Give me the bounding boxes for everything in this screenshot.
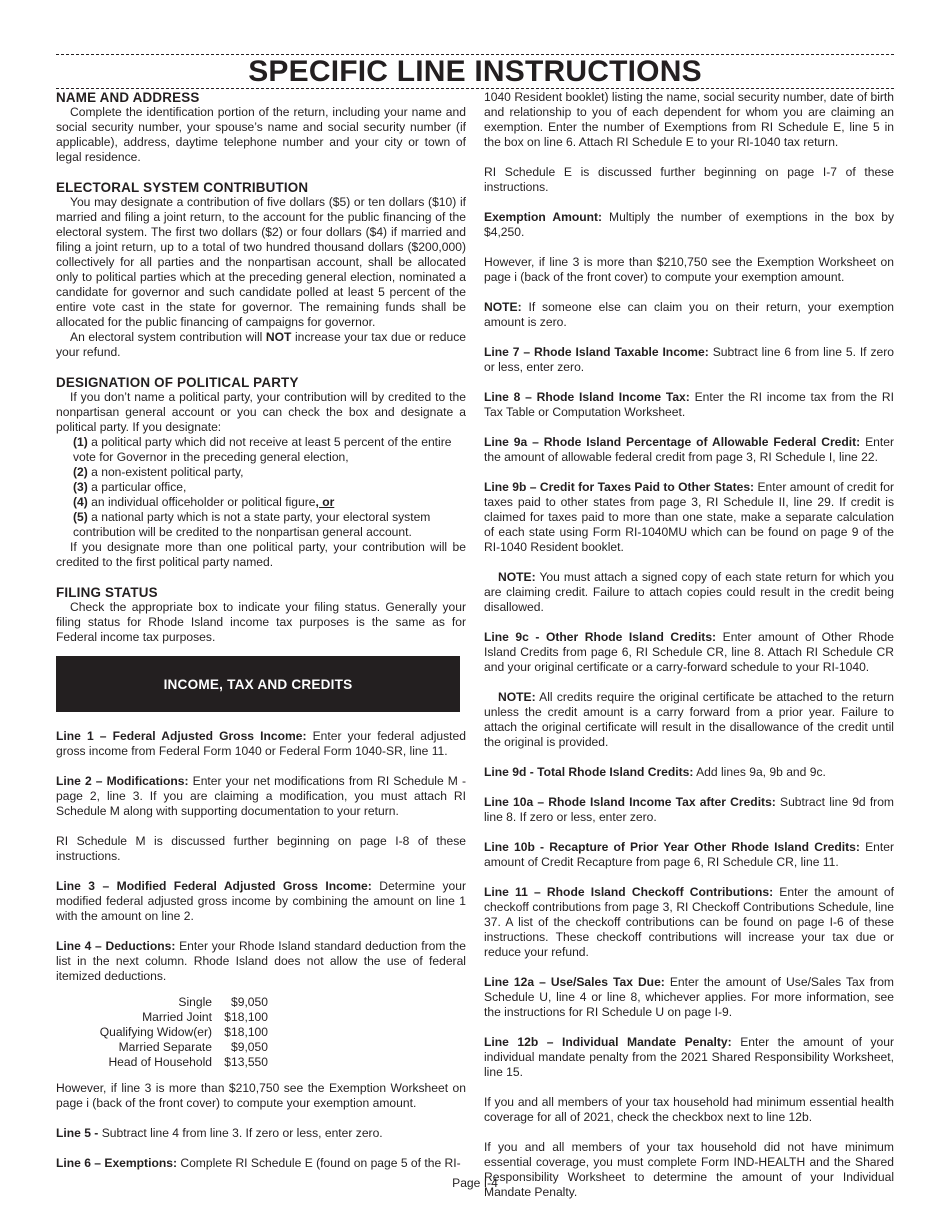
line-12b: Line 12b – Individual Mandate Penalty: Enter the amount of your individual mandate penalty from the 2021 Shared Responsibility Worksheet, line 15. <box>484 1035 894 1079</box>
line-6-continued: 1040 Resident booklet) listing the name, social security number, date of birth and relationship to you of each dependent for whom you are claiming an exemption. Enter the number of Exemptions from RI Schedule E, line 5 in the box on line 6. Attach RI Schedule E to your RI-1040 tax return. <box>484 90 894 149</box>
name-address-heading: NAME AND ADDRESS <box>56 90 200 105</box>
electoral-text: You may designate a contribution of five dollars ($5) or ten dollars ($10) if married and filing a joint return, to the account for the public financing of the electoral system. The first two dollars ($2) or four dollars ($4) if married and filing a joint return, up to a total of two hundred thousand dollars ($200,000) collectively for all parties and the nonpartisan account, shall be allocated only to political parties which at the preceding general election, nominated a candidate for governor and such candidate polled at least 5 percent of the entire vote cast in the state for governor. The remaining funds shall be allocated for the public financing of campaigns for governor. <box>56 195 466 329</box>
note-other-states: NOTE: You must attach a signed copy of each state return for which you are claiming credit. Failure to attach copies could result in the credit being disallowed. <box>484 570 894 614</box>
note-credits: NOTE: All credits require the original certificate be attached to the return unless the credit amount is a carry forward from a prior year. Failure to attach the original certificate will result in the disallowance of the credit until the original is provided. <box>484 690 894 749</box>
line-6: Line 6 – Exemptions: Complete RI Schedule E (found on page 5 of the RI- <box>56 1156 461 1170</box>
page-title: SPECIFIC LINE INSTRUCTIONS <box>248 55 702 88</box>
however-note: However, if line 3 is more than $210,750 see the Exemption Worksheet on page i (back of the front cover) to compute your exemption amount. <box>484 255 894 284</box>
line-3: Line 3 – Modified Federal Adjusted Gross Income: Determine your modified federal adjusted gross income by combining the amount on line 1 with the amount on line 2. <box>56 879 466 923</box>
coverage-didnot-note: If you and all members of your tax household did not have minimum essential coverage, you must complete Form IND-HEALTH and the Shared Responsibility Worksheet to determine the amount of your Individual Mandate Penalty. <box>484 1140 894 1199</box>
line-9c: Line 9c - Other Rhode Island Credits: Enter amount of Other Rhode Island Credits from page 6, RI Schedule CR, line 8. Attach RI Schedule CR and your original certificate or a carry-forward schedule to your RI-1040. <box>484 630 894 674</box>
party-item: (2) a non-existent political party, <box>73 465 244 479</box>
electoral-heading: ELECTORAL SYSTEM CONTRIBUTION <box>56 180 309 195</box>
line-9a: Line 9a – Rhode Island Percentage of Allowable Federal Credit: Enter the amount of allowable federal credit from page 3, RI Schedule I, line 22. <box>484 435 894 464</box>
party-outro: If you designate more than one political party, your contribution will be credited to the first political party named. <box>56 540 466 569</box>
party-heading: DESIGNATION OF POLITICAL PARTY <box>56 375 299 390</box>
right-column <box>484 90 894 1200</box>
section-banner: INCOME, TAX AND CREDITS <box>56 656 460 712</box>
table-row: Married Separate $9,050 <box>118 1040 268 1054</box>
party-item: (5) a national party which is not a state party, your electoral system contribution will be credited to the nonpartisan general account. <box>73 510 431 539</box>
line-10a: Line 10a – Rhode Island Income Tax after Credits: Subtract line 9d from line 8. If zero or less, enter zero. <box>484 795 895 824</box>
table-row: Qualifying Widow(er) $18,100 <box>99 1025 268 1039</box>
note-exemption: NOTE: If someone else can claim you on their return, your exemption amount is zero. <box>484 300 894 329</box>
party-item: (1) a political party which did not receive at least 5 percent of the entire vote for Governor in the preceding general election, <box>73 435 452 464</box>
table-row: Single $9,050 <box>178 995 268 1009</box>
party-intro: If you don’t name a political party, your contribution will by credited to the nonpartisan general account or you can check the box and designate a political party. If you designate: <box>56 390 466 434</box>
left-column <box>56 90 466 1171</box>
table-row: Head of Household $13,550 <box>108 1055 268 1069</box>
line-8: Line 8 – Rhode Island Income Tax: Enter the RI income tax from the RI Tax Table or Computation Worksheet. <box>484 390 894 419</box>
line-4: Line 4 – Deductions: Enter your Rhode Island standard deduction from the list in the next column. Rhode Island does not allow the use of federal itemized deductions. <box>56 939 466 983</box>
line-9d: Line 9d - Total Rhode Island Credits: Add lines 9a, 9b and 9c. <box>484 765 826 779</box>
filing-heading: FILING STATUS <box>56 585 158 600</box>
name-address-text: Complete the identification portion of the return, including your name and social security number, your spouse’s name and social security number (if applicable), address, daytime telephone number and your city or town of legal residence. <box>56 105 466 164</box>
line-7: Line 7 – Rhode Island Taxable Income: Subtract line 6 from line 5. If zero or less, enter zero. <box>484 345 894 374</box>
party-item: (3) a particular office, <box>73 480 187 494</box>
electoral-note: An electoral system contribution will NOT increase your tax due or reduce your refund. <box>56 330 466 359</box>
title-dashed-rule <box>56 88 894 89</box>
line-10b: Line 10b - Recapture of Prior Year Other Rhode Island Credits: Enter amount of Credit Recapture from page 6, RI Schedule CR, line 11. <box>484 840 894 869</box>
line-1: Line 1 – Federal Adjusted Gross Income: Enter your federal adjusted gross income from Federal Form 1040 or Federal Form 1040-SR, line 11. <box>56 729 466 758</box>
page-number: Page I-4 <box>452 1176 498 1190</box>
line-2: Line 2 – Modifications: Enter your net modifications from RI Schedule M - page 2, line 3. If you are claiming a modification, you must attach RI Schedule M along with supporting documentation to your return. <box>56 774 466 818</box>
exemption-amount: Exemption Amount: Multiply the number of exemptions in the box by $4,250. <box>484 210 894 239</box>
line-9b: Line 9b – Credit for Taxes Paid to Other States: Enter amount of credit for taxes paid to other states from page 3, RI Schedule II, line 29. If credit is claimed for taxes paid to more than one state, make a separate calculation of each state using Form RI-1040MU which can be found on page 9 of the RI-1040 Resident booklet. <box>484 480 894 554</box>
deduction-table <box>78 995 268 1070</box>
line-12a: Line 12a – Use/Sales Tax Due: Enter the amount of Use/Sales Tax from Schedule U, line 4 or line 8, whichever applies. For more information, see the instructions for RI Schedule U on page I-9. <box>484 975 894 1019</box>
filing-text: Check the appropriate box to indicate your filing status. Generally your filing status for Rhode Island income tax purposes is the same as for Federal income tax purposes. <box>56 600 466 644</box>
schedule-m-note: RI Schedule M is discussed further beginning on page I-8 of these instructions. <box>56 834 466 863</box>
table-row: Married Joint $18,100 <box>142 1010 268 1024</box>
coverage-had-note: If you and all members of your tax household had minimum essential health coverage for all of 2021, check the checkbox next to line 12b. <box>484 1095 894 1124</box>
party-item: (4) an individual officeholder or political figure, or <box>73 495 335 509</box>
schedule-e-note: RI Schedule E is discussed further beginning on page I-7 of these instructions. <box>484 165 894 194</box>
however-note: However, if line 3 is more than $210,750 see the Exemption Worksheet on page i (back of the front cover) to compute your exemption amount. <box>56 1081 466 1110</box>
line-11: Line 11 – Rhode Island Checkoff Contributions: Enter the amount of checkoff contributions from page 3, RI Checkoff Contributions Schedule, line 37. A list of the checkoff contributions can be found on page I-6 of these instructions. These checkoff contributions will increase your tax due or reduce your refund. <box>484 885 894 959</box>
line-5: Line 5 - Subtract line 4 from line 3. If zero or less, enter zero. <box>56 1126 383 1140</box>
